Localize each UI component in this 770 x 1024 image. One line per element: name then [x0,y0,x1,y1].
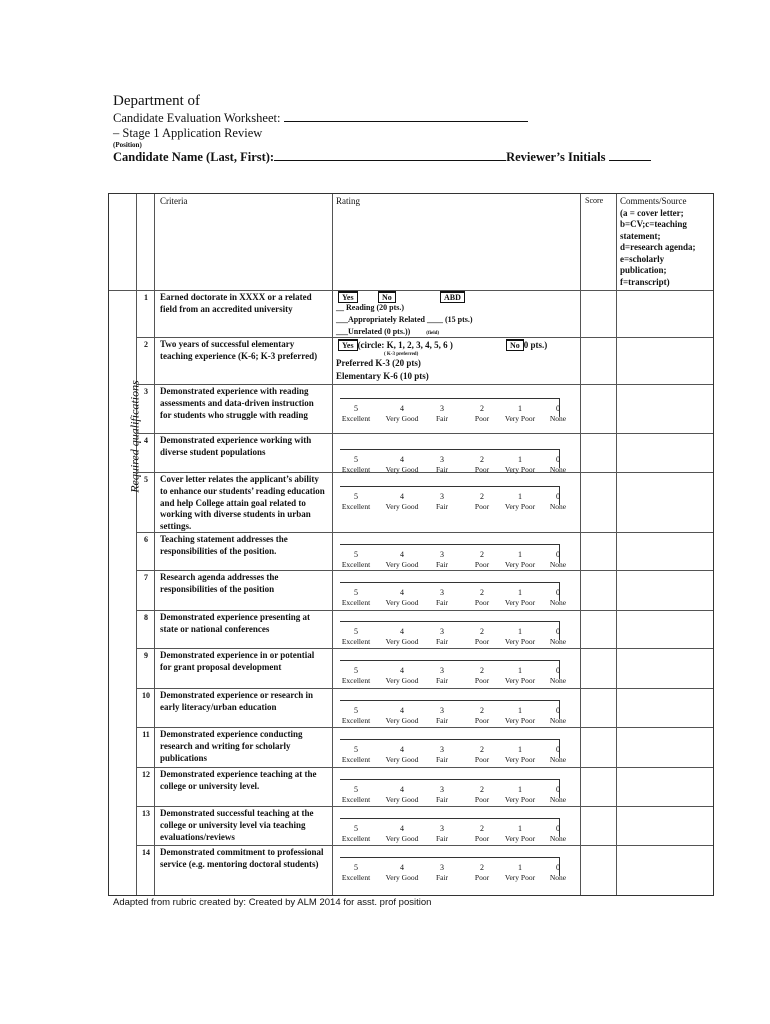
scale-label: None [549,560,567,569]
scale-number[interactable]: 3 [440,588,444,597]
scale-number[interactable]: 1 [518,627,522,636]
scale-number[interactable]: 0 [556,706,560,715]
scale-number[interactable]: 0 [556,824,560,833]
scale-number[interactable]: 2 [480,863,484,872]
scale-label: None [549,716,567,725]
scale-number[interactable]: 3 [440,863,444,872]
scale-line [340,486,560,487]
criterion-text: Demonstrated experience presenting at state or national conferences [160,612,311,634]
scale-label: Poor [474,873,490,882]
comments-title: Comments/Source [620,196,687,206]
scale-label: Excellent [341,795,371,804]
comments-line: f=transcript) [620,276,670,287]
elementary-option[interactable]: Elementary K-6 (10 pts) [336,371,429,381]
scale-line [340,700,560,701]
scale-label: Fair [435,414,449,423]
criteria-header: Criteria [160,196,188,206]
criterion-text: Research agenda addresses the responsibilities of the position [160,572,279,594]
scale-label: None [549,502,567,511]
worksheet-label: Candidate Evaluation Worksheet: [113,111,281,125]
unrelated-option[interactable] [336,327,439,339]
scale-label: Poor [474,834,490,843]
scale-label: Very Good [385,716,419,725]
row-number: 10 [142,691,150,700]
scale-label: Very Good [385,637,419,646]
scale-number[interactable]: 5 [354,492,358,501]
scale-number[interactable]: 4 [400,492,404,501]
row-divider [136,384,713,385]
table-row [136,688,713,727]
criterion-text: Demonstrated experience conducting research and writing for scholarly publications [160,729,303,763]
scale-label: Very Good [385,502,419,511]
scale-number[interactable]: 0 [556,666,560,675]
scale-label: Very Good [385,465,419,474]
scale-label: Very Good [385,598,419,607]
scale-label: Very Poor [504,676,536,685]
rating-scale[interactable] [338,398,567,430]
scale-label: Poor [474,795,490,804]
scale-label: Excellent [341,502,371,511]
row-number: 14 [142,848,150,857]
score-header: Score [585,196,604,205]
scale-line [340,621,560,622]
zero-points-text: 0 pts.) [523,340,548,350]
criterion-text: Demonstrated experience with reading assessments and data-driven instruction for students who struggle with reading [160,386,314,420]
worksheet-title [113,111,528,126]
k3-preferred-note: ( K-3 preferred) [384,352,419,357]
scale-number[interactable]: 4 [400,404,404,413]
row-number: 13 [142,809,150,818]
scale-label: Poor [474,502,490,511]
scale-label: Very Good [385,795,419,804]
scale-number[interactable]: 4 [400,455,404,464]
rating-header: Rating [336,196,360,206]
scale-label: Fair [435,560,449,569]
scale-line [340,857,560,858]
scale-number[interactable]: 0 [556,588,560,597]
scale-number[interactable]: 4 [400,666,404,675]
scale-number[interactable]: 5 [354,588,358,597]
row-divider [136,727,713,728]
scale-label: Very Poor [504,465,536,474]
scale-label: Fair [435,502,449,511]
scale-label: Fair [435,795,449,804]
scale-number[interactable]: 2 [480,824,484,833]
criterion-text: Demonstrated commitment to professional service (e.g. mentoring doctoral students) [160,847,324,869]
row-number: 2 [144,340,148,349]
scale-number[interactable]: 5 [354,863,358,872]
comments-line: d=research agenda; [620,242,696,252]
scale-label: Fair [435,755,449,764]
criterion-text: Cover letter relates the applicant’s ability to enhance our students’ reading education and help College attain goal related to working with diverse students in urban settings. [160,474,325,532]
candidate-line [113,150,651,165]
scale-number[interactable]: 2 [480,627,484,636]
scale-number[interactable]: 1 [518,404,522,413]
scale-label: Poor [474,560,490,569]
scale-number[interactable]: 4 [400,706,404,715]
comments-line: statement; [620,230,661,241]
row-number: 6 [144,535,148,544]
scale-number[interactable]: 5 [354,627,358,636]
row-divider [136,688,713,689]
scale-number[interactable]: 5 [354,745,358,754]
comments-line: publication; [620,265,667,275]
department-title: Department of [113,93,201,109]
row-divider [109,290,713,291]
scale-number[interactable]: 3 [440,785,444,794]
comments-line: b=CV;c=teaching [620,219,687,229]
evaluation-table [108,193,714,896]
table-row [136,727,713,767]
scale-line [340,582,560,583]
scale-number[interactable]: 5 [354,706,358,715]
scale-number[interactable]: 0 [556,627,560,636]
row-number: 11 [142,730,150,739]
scale-number[interactable]: 1 [518,863,522,872]
criterion-text: Demonstrated experience or research in early literacy/urban education [160,690,313,712]
row-divider [136,648,713,649]
scale-label: Poor [474,716,490,725]
row-divider [136,610,713,611]
scale-number[interactable]: 1 [518,745,522,754]
scale-number[interactable]: 5 [354,824,358,833]
scale-label: Excellent [341,560,371,569]
scale-line [340,449,560,450]
scale-label: Excellent [341,873,371,882]
row-number: 5 [144,475,148,484]
candidate-name-label: Candidate Name (Last, First): [113,150,275,164]
position-label: (Position) [113,141,142,149]
scale-label: Very Good [385,755,419,764]
table-row [136,532,713,570]
criterion-text: Demonstrated experience working with diverse student populations [160,435,312,457]
scale-number[interactable]: 1 [518,824,522,833]
scale-number[interactable]: 3 [440,492,444,501]
scale-label: Excellent [341,465,371,474]
scale-number[interactable]: 5 [354,550,358,559]
scale-label: Excellent [341,676,371,685]
scale-number[interactable]: 3 [440,404,444,413]
scale-label: Very Poor [504,716,536,725]
scale-number[interactable]: 5 [354,785,358,794]
scale-number[interactable]: 2 [480,455,484,464]
scale-number[interactable]: 1 [518,706,522,715]
related-option[interactable]: ___Appropriately Related ____ (15 pts.) [336,315,473,324]
row-number: 4 [144,436,148,445]
scale-label: None [549,598,567,607]
scale-number[interactable]: 1 [518,492,522,501]
scale-label: None [549,465,567,474]
scale-number[interactable]: 4 [400,824,404,833]
no-checkbox[interactable]: No [506,339,524,351]
row-divider [136,433,713,434]
scale-number[interactable]: 3 [440,455,444,464]
rating-scale[interactable] [338,857,567,889]
table-row [136,570,713,610]
scale-label: Excellent [341,637,371,646]
yes-checkbox[interactable]: Yes [338,291,358,303]
scale-label: None [549,676,567,685]
table-row [136,610,713,648]
scale-line [340,398,560,399]
scale-line [340,779,560,780]
rating-scale[interactable] [338,486,567,518]
scale-label: Very Poor [504,414,536,423]
scale-label: Very Poor [504,873,536,882]
required-qualifications-label: Required qualifications [127,380,142,493]
criterion-text: Earned doctorate in XXXX or a related field from an accredited university [160,292,312,314]
scale-number[interactable]: 4 [400,550,404,559]
scale-number[interactable]: 4 [400,627,404,636]
scale-label: Excellent [341,414,371,423]
scale-number[interactable]: 4 [400,785,404,794]
row-divider [136,767,713,768]
reading-option[interactable]: __ Reading (20 pts.) [336,303,405,312]
no-checkbox[interactable]: No [378,291,396,303]
field-label: (field) [426,331,440,336]
scale-label: Poor [474,598,490,607]
scale-label: Fair [435,637,449,646]
scale-label: Excellent [341,755,371,764]
row-divider [136,570,713,571]
scale-label: None [549,414,567,423]
scale-number[interactable]: 3 [440,666,444,675]
row-divider [136,472,713,473]
scale-number[interactable]: 1 [518,588,522,597]
scale-label: Very Poor [504,755,536,764]
scale-label: Very Poor [504,560,536,569]
scale-label: Poor [474,676,490,685]
table-row [136,767,713,806]
table-row [136,845,713,897]
scale-number[interactable]: 0 [556,492,560,501]
scale-number[interactable]: 4 [400,588,404,597]
scale-number[interactable]: 0 [556,745,560,754]
scale-number[interactable]: 2 [480,550,484,559]
scale-label: Excellent [341,598,371,607]
criterion-text: Teaching statement addresses the responsibilities of the position. [160,534,288,556]
scale-number[interactable]: 0 [556,785,560,794]
row-number: 7 [144,573,148,582]
scale-label: None [549,637,567,646]
scale-label: Very Poor [504,834,536,843]
scale-label: Excellent [341,716,371,725]
stage-title: – Stage 1 Application Review [113,126,263,140]
scale-label: None [549,755,567,764]
scale-number[interactable]: 2 [480,785,484,794]
footer-note: Adapted from rubric created by: Created by ALM 2014 for asst. prof position [113,897,432,908]
scale-number[interactable]: 0 [556,863,560,872]
scale-label: Poor [474,465,490,474]
scale-label: Very Good [385,873,419,882]
reviewer-initials-label: Reviewer’s Initials [506,150,606,164]
row-number: 9 [144,651,148,660]
scale-number[interactable]: 5 [354,666,358,675]
scale-label: None [549,795,567,804]
table-row [136,472,713,532]
preferred-option[interactable]: Preferred K-3 (20 pts) [336,358,421,368]
reviewer-initials-blank [609,160,651,161]
candidate-name-blank [274,160,506,161]
scale-number[interactable]: 1 [518,666,522,675]
scale-label: Poor [474,755,490,764]
scale-number[interactable]: 1 [518,550,522,559]
unrelated-text: ___Unrelated (0 pts.)) [336,327,411,336]
scale-number[interactable]: 4 [400,863,404,872]
worksheet-blank [284,121,528,122]
scale-label: Very Good [385,560,419,569]
table-row [136,648,713,688]
scale-label: Fair [435,873,449,882]
scale-number[interactable]: 2 [480,492,484,501]
scale-line [340,739,560,740]
scale-number[interactable]: 0 [556,404,560,413]
scale-label: Excellent [341,834,371,843]
scale-number[interactable]: 5 [354,404,358,413]
scale-number[interactable]: 2 [480,706,484,715]
abd-checkbox[interactable]: ABD [440,291,465,303]
scale-label: Very Poor [504,598,536,607]
scale-number[interactable]: 5 [354,455,358,464]
criterion-text: Demonstrated experience in or potential for grant proposal development [160,650,315,672]
criterion-text: Demonstrated experience teaching at the college or university level. [160,769,317,791]
comments-line: e=scholarly [620,253,665,264]
grade-circle-text[interactable]: (circle: K, 1, 2, 3, 4, 5, 6 ) [357,340,453,350]
row-divider [136,845,713,846]
table-row [136,384,713,433]
scale-number[interactable]: 3 [440,706,444,715]
comments-line: (a = cover letter; [620,207,684,218]
scale-line [340,660,560,661]
scale-number[interactable]: 2 [480,666,484,675]
scale-line [340,544,560,545]
scale-line [340,818,560,819]
scale-label: Fair [435,598,449,607]
scale-label: Very Poor [504,795,536,804]
scale-label: Fair [435,676,449,685]
scale-label: Very Good [385,676,419,685]
scale-label: Very Poor [504,637,536,646]
row-number: 8 [144,613,148,622]
table-row [136,433,713,472]
scale-number[interactable]: 1 [518,785,522,794]
scale-number[interactable]: 0 [556,550,560,559]
row-divider [136,806,713,807]
scale-number[interactable]: 4 [400,745,404,754]
scale-number[interactable]: 2 [480,745,484,754]
yes-checkbox[interactable]: Yes [338,339,358,351]
scale-number[interactable]: 3 [440,627,444,636]
scale-label: Poor [474,637,490,646]
scale-number[interactable]: 3 [440,550,444,559]
scale-number[interactable]: 2 [480,588,484,597]
scale-label: None [549,873,567,882]
scale-number[interactable]: 2 [480,404,484,413]
criterion-text: Two years of successful elementary teaching experience (K-6; K-3 preferred) [160,339,318,361]
scale-label: Very Good [385,414,419,423]
table-row [136,806,713,845]
scale-label: None [549,834,567,843]
row-divider [136,532,713,533]
scale-label: Fair [435,834,449,843]
row-number: 1 [144,293,148,302]
scale-label: Fair [435,465,449,474]
row-number: 3 [144,387,148,396]
scale-label: Fair [435,716,449,725]
comments-header [620,196,714,288]
scale-label: Very Good [385,834,419,843]
scale-number[interactable]: 3 [440,824,444,833]
scale-number[interactable]: 3 [440,745,444,754]
scale-label: Very Poor [504,502,536,511]
scale-label: Poor [474,414,490,423]
criterion-text: Demonstrated successful teaching at the college or university level via teaching evaluations/reviews [160,808,314,842]
row-number: 12 [142,770,150,779]
scale-number[interactable]: 1 [518,455,522,464]
scale-number[interactable]: 0 [556,455,560,464]
